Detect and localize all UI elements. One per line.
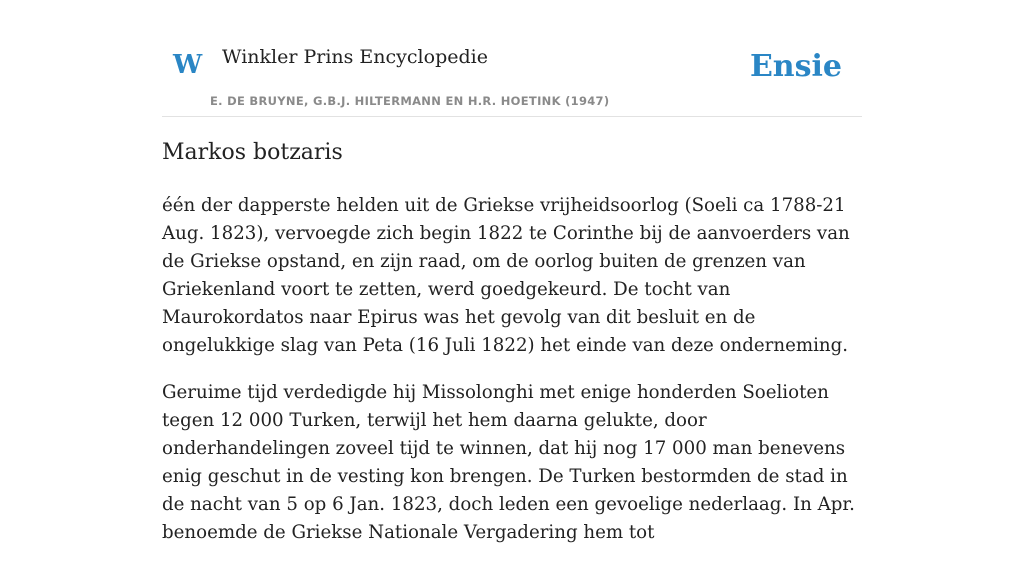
- site-header: [162, 0, 862, 117]
- authors-line: E. DE BRUYNE, G.B.J. HILTERMANN EN H.R. HOETINK (1947): [210, 94, 610, 108]
- article-paragraph: Geruime tijd verdedigde hij Missolonghi met enige honderden Soelioten tegen 12 000 Turken, terwijl het hem daarna gelukte, door onderhandelingen zoveel tijd te winnen, dat hij nog 17 000 man benevens enig geschut in de vesting kon brengen. De Turken bestormden de stad in de nacht van 5 op 6 Jan. 1823, doch leden een gevoelige nederlaag. In Apr. benoemde de Griekse Nationale Vergadering hem tot: [162, 382, 855, 543]
- page: [162, 0, 862, 543]
- encyclopedia-title-link[interactable]: Winkler Prins Encyclopedie: [222, 46, 488, 68]
- article-body: [162, 192, 862, 566]
- encyclopedia-logo[interactable]: W: [173, 50, 203, 80]
- article-paragraph: één der dapperste helden uit de Griekse vrijheidsoorlog (Soeli ca 1788-21 Aug. 1823), vervoegde zich begin 1822 te Corinthe bij de aanvoerders van de Griekse opstand, en zijn raad, om de oorlog buiten de grenzen van Griekenland voort te zetten, werd goedgekeurd. De tocht van Maurokordatos naar Epirus was het gevolg van dit besluit en de ongelukkige slag van Peta (16 Juli 1822) het einde van deze onderneming.: [162, 195, 850, 356]
- ensie-brand-logo[interactable]: Ensie: [749, 49, 842, 84]
- article-title: Markos botzaris: [162, 140, 343, 165]
